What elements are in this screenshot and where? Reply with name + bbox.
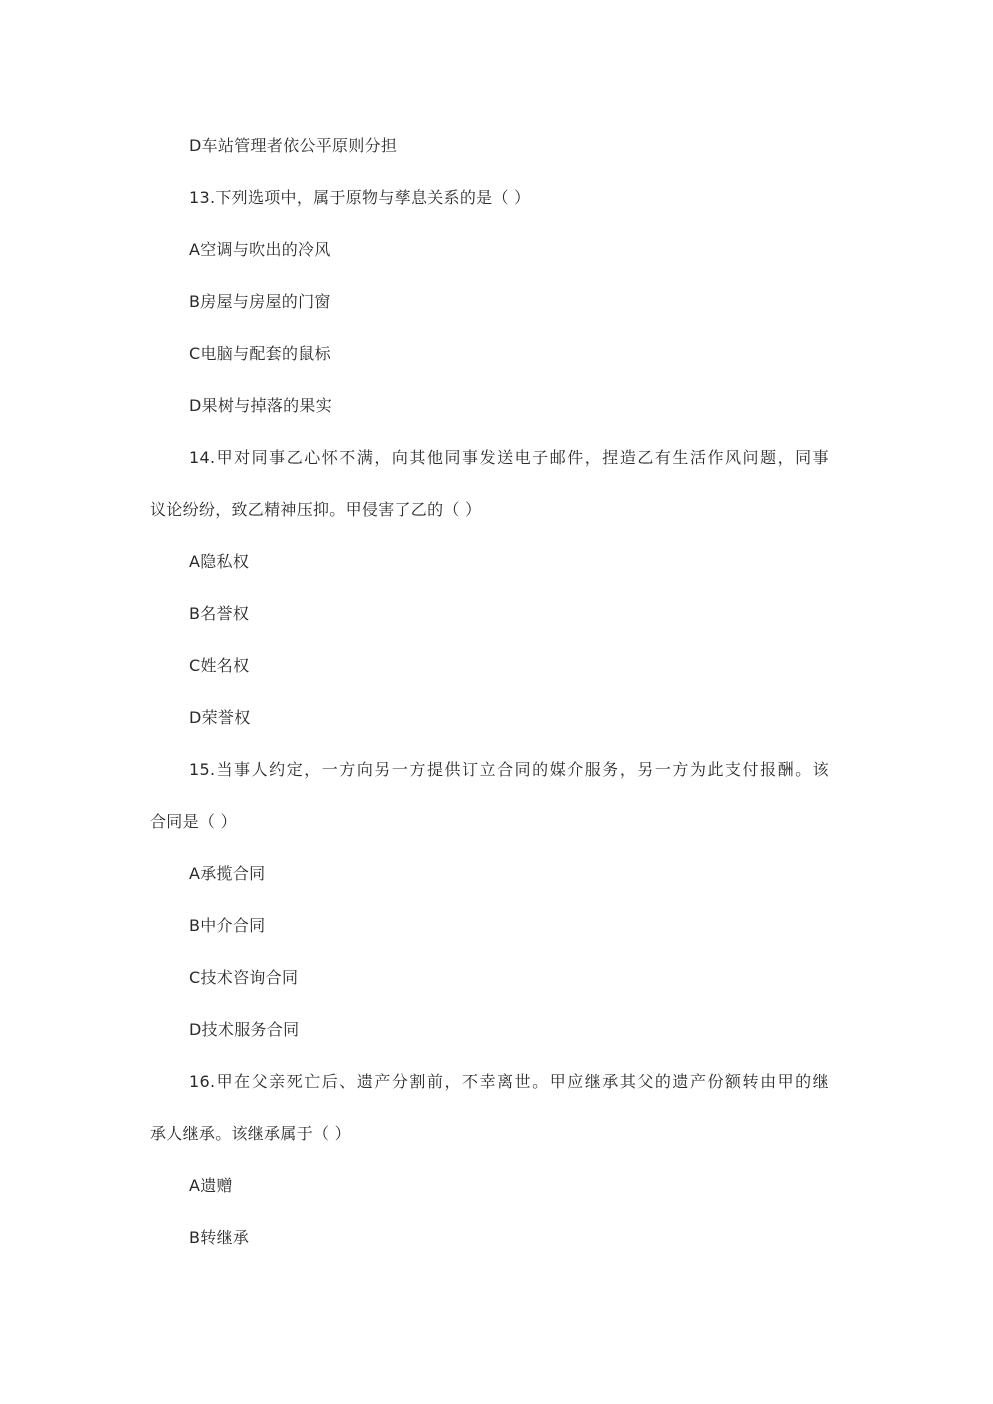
q14-option-c: C姓名权	[189, 656, 250, 675]
q13-option-b: B房屋与房屋的门窗	[189, 292, 331, 311]
q15-option-a: A承揽合同	[189, 864, 266, 883]
q13-stem: 13.下列选项中，属于原物与孳息关系的是（ ）	[189, 188, 531, 207]
q16-option-b: B转继承	[189, 1228, 250, 1247]
q16-stem-line1: 16.甲在父亲死亡后、遗产分割前，不幸离世。甲应继承其父的遗产份额转由甲的继	[189, 1072, 829, 1091]
q15-option-d: D技术服务合同	[189, 1020, 300, 1039]
q14-option-d: D荣誉权	[189, 708, 251, 727]
q13-option-d: D果树与掉落的果实	[189, 396, 333, 415]
q15-option-c: C技术咨询合同	[189, 968, 299, 987]
q16-option-a: A遗赠	[189, 1176, 233, 1195]
q14-option-b: B名誉权	[189, 604, 250, 623]
q13-option-c: C电脑与配套的鼠标	[189, 344, 331, 363]
q15-option-b: B中介合同	[189, 916, 266, 935]
q13-option-a: A空调与吹出的冷风	[189, 240, 331, 259]
q14-stem-line1: 14.甲对同事乙心怀不满，向其他同事发送电子邮件，捏造乙有生活作风问题，同事	[189, 448, 829, 467]
q16-stem-line2: 承人继承。该继承属于（ ）	[150, 1124, 351, 1143]
q14-option-a: A隐私权	[189, 552, 250, 571]
q15-stem-line2: 合同是（ ）	[150, 812, 237, 831]
q14-stem-line2: 议论纷纷，致乙精神压抑。甲侵害了乙的（ ）	[150, 500, 482, 519]
q15-stem-line1: 15.当事人约定，一方向另一方提供订立合同的媒介服务，另一方为此支付报酬。该	[189, 760, 829, 779]
q12-option-d: D车站管理者依公平原则分担	[189, 136, 398, 155]
